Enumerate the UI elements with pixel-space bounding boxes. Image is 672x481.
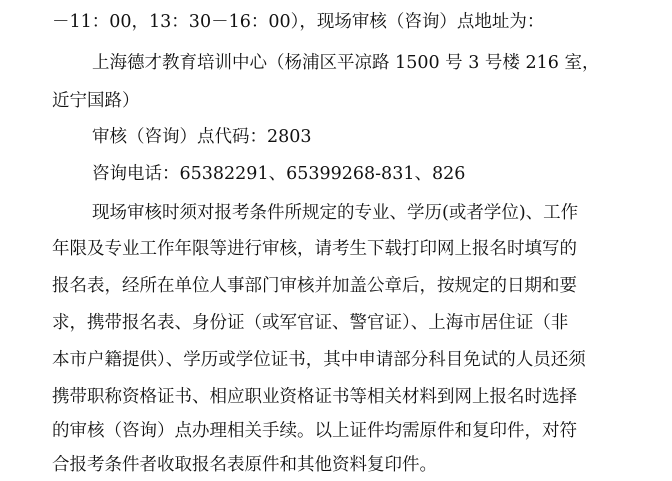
text-line-6: 现场审核时须对报考条件所规定的专业、学历(或者学位)、工作 (92, 203, 579, 223)
text-line-9: 求，携带报名表、身份证（或军官证、警官证）、上海市居住证（非 (52, 313, 569, 333)
text-line-10: 本市户籍提供）、学历或学位证书，其中申请部分科目免试的人员还须 (52, 350, 586, 370)
text-line-3: 近宁国路） (52, 91, 140, 111)
text-line-1: －11：00，13：30－16：00），现场审核（咨询）点地址为： (52, 12, 545, 32)
text-line-12: 的审核（咨询）点办理相关手续。以上证件均需原件和复印件，对符 (52, 421, 577, 441)
text-line-11: 携带职称资格证书、相应职业资格证书等相关材料到网上报名时选择 (52, 387, 577, 407)
text-line-13: 合报考条件者收取报名表原件和其他资料复印件。 (52, 455, 437, 475)
text-line-7: 年限及专业工作年限等进行审核，请考生下载打印网上报名时填写的 (52, 239, 577, 259)
text-line-5: 咨询电话：65382291、65399268-831、826 (92, 164, 466, 184)
text-line-4: 审核（咨询）点代码：2803 (92, 127, 312, 147)
text-line-2: 上海德才教育培训中心（杨浦区平凉路 1500 号 3 号楼 216 室， (92, 53, 600, 73)
text-line-8: 报名表，经所在单位人事部门审核并加盖公章后，按规定的日期和要 (52, 276, 577, 296)
